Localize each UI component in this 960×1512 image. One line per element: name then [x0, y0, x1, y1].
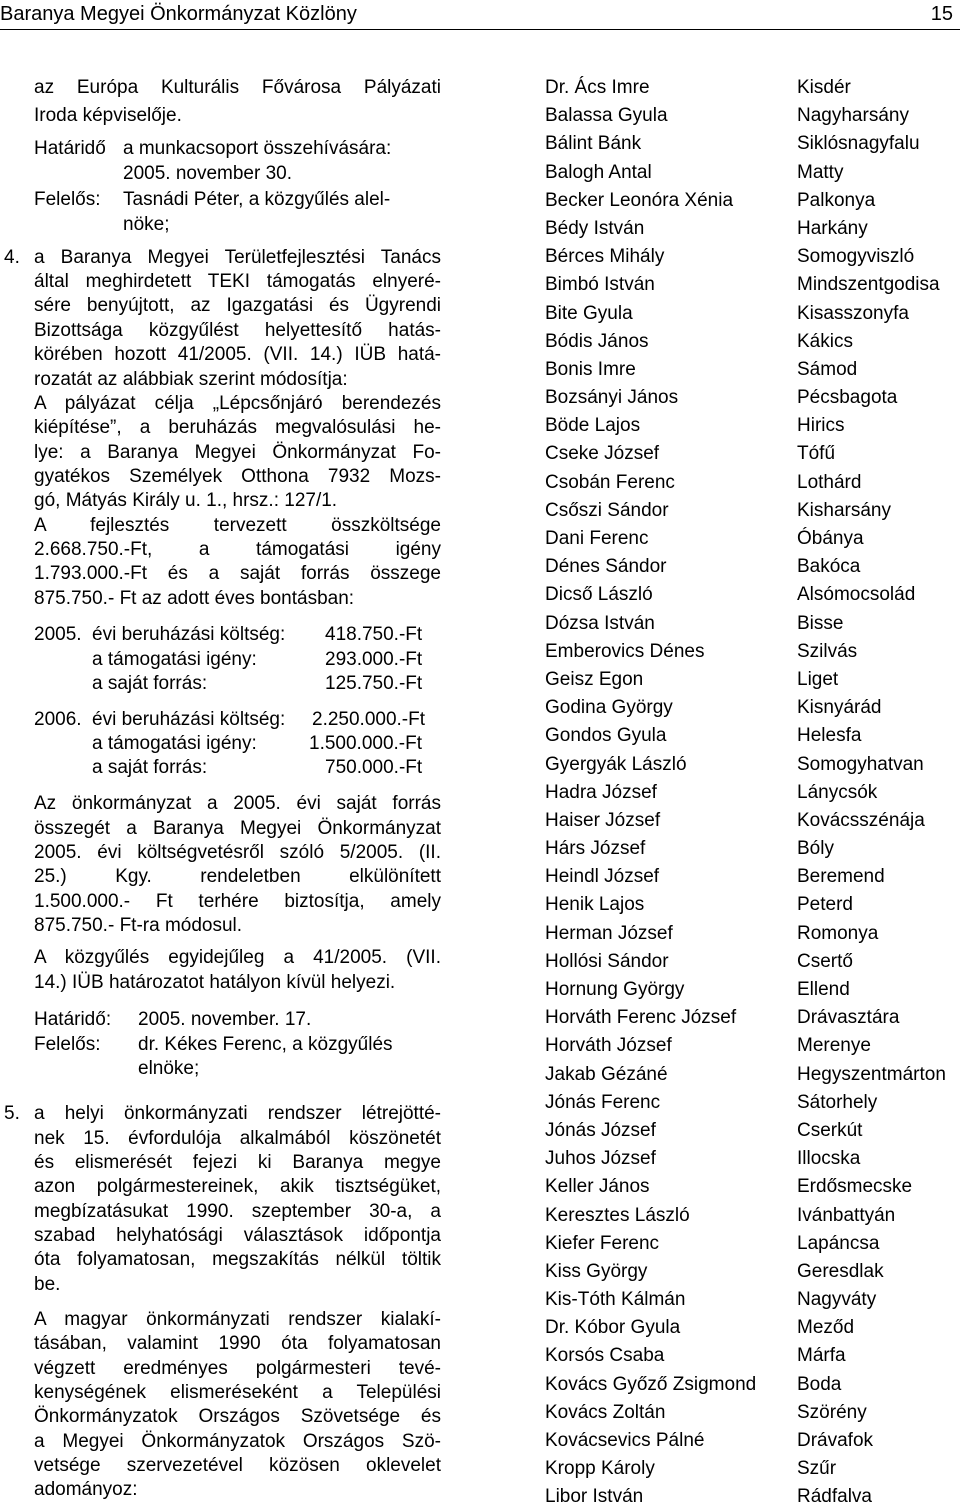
mayor-name: Kovács Zoltán — [545, 1401, 666, 1423]
mayor-name: Csőszi Sándor — [545, 499, 669, 521]
deadline-text: a munkacsoport összehívására: — [123, 138, 392, 159]
deadline-label: Határidő: — [34, 1009, 112, 1030]
mayor-name: Bite Gyula — [545, 302, 633, 324]
mayor-name: Dicső László — [545, 584, 653, 606]
budget-label: a saját forrás: — [92, 757, 208, 778]
mayor-name: Kis-Tóth Kálmán — [545, 1289, 686, 1311]
settlement-name: Szilvás — [797, 640, 858, 662]
budget-label: a támogatási igény: — [92, 733, 257, 754]
settlement-name: Matty — [797, 161, 844, 183]
mayor-name: Gyergyák László — [545, 753, 687, 775]
budget-value: 125.750.-Ft — [325, 673, 423, 694]
mayor-name: Bozsányi János — [545, 387, 679, 409]
settlement-name: Alsómocsolád — [797, 584, 916, 606]
header-rule — [0, 29, 960, 30]
mayor-name: Jónás József — [545, 1119, 656, 1141]
budget-value: 2.250.000.-Ft — [312, 709, 426, 730]
mayor-name: Hollósi Sándor — [545, 950, 669, 972]
text-line: által meghirdetett TEKI támogatás elnyeré- — [34, 271, 441, 292]
settlement-name: Csertő — [797, 950, 853, 972]
text-line: kenységének elismeréseként a Települési — [34, 1382, 441, 1403]
mayor-name: Bérces Mihály — [545, 246, 665, 268]
text-line: gyatékos Személyek Otthona 7932 Mozs- — [34, 466, 441, 487]
settlement-name: Nagyváty — [797, 1289, 877, 1311]
settlement-name: Drávasztára — [797, 1007, 900, 1029]
text-line: Iroda képviselője. — [34, 105, 182, 126]
mayor-name: Balassa Gyula — [545, 105, 668, 127]
text-line: és elismerését fejezi ki Baranya megye — [34, 1152, 441, 1173]
text-line: tásában, valamint 1990 óta folyamatosan — [34, 1333, 441, 1354]
mayor-name: Emberovics Dénes — [545, 640, 705, 662]
settlement-name: Bisse — [797, 612, 844, 634]
settlement-name: Cserkút — [797, 1119, 863, 1141]
deadline-text: 2005. november. 17. — [138, 1009, 312, 1030]
settlement-name: Mindszentgodisa — [797, 274, 940, 296]
responsible-text: elnöke; — [138, 1058, 200, 1079]
settlement-name: Lánycsók — [797, 781, 878, 803]
settlement-name: Peterd — [797, 894, 853, 916]
settlement-name: Kovácsszénája — [797, 809, 925, 831]
settlement-name: Rádfalva — [797, 1486, 872, 1508]
text-line: azon polgármestereinek, akik tisztségüket, — [34, 1176, 441, 1197]
settlement-name: Szörény — [797, 1401, 867, 1423]
mayor-name: Herman József — [545, 922, 673, 944]
budget-value: 1.500.000.-Ft — [309, 733, 423, 754]
mayor-names-list — [545, 74, 795, 1512]
settlement-name: Romonya — [797, 922, 879, 944]
responsible-label: Felelős: — [34, 1034, 101, 1055]
text-line: sére benyújtott, az Igazgatási és Ügyrendi — [34, 295, 441, 316]
deadline-label: Határidő — [34, 138, 106, 159]
text-line: be. — [34, 1274, 61, 1295]
settlement-name: Sámod — [797, 358, 858, 380]
mayor-name: Böde Lajos — [545, 415, 641, 437]
publication-title: Baranya Megyei Önkormányzat Közlöny — [0, 3, 357, 25]
text-line: 875.750.- Ft-ra módosul. — [34, 915, 243, 936]
settlement-name: Tófű — [797, 443, 836, 465]
settlement-name: Kisharsány — [797, 499, 891, 521]
budget-value: 293.000.-Ft — [325, 649, 423, 670]
mayor-name: Bonis Imre — [545, 358, 636, 380]
text-line: Önkormányzatok Országos Szövetsége és — [34, 1406, 441, 1427]
item-number: 5. — [4, 1103, 20, 1124]
budget-label: a támogatási igény: — [92, 649, 257, 670]
settlement-name: Kisnyárád — [797, 697, 882, 719]
text-line: gó, Mátyás Király u. 1., hrsz.: 127/1. — [34, 490, 338, 511]
page-number: 15 — [930, 3, 953, 25]
settlement-name: Bakóca — [797, 556, 861, 578]
mayor-name: Kiss György — [545, 1260, 648, 1282]
text-line: a Baranya Megyei Területfejlesztési Tanács — [34, 247, 441, 268]
text-line: 1.500.000.- Ft terhére biztosítja, amely — [34, 891, 441, 912]
item-number: 4. — [4, 247, 20, 268]
mayor-name: Godina György — [545, 697, 673, 719]
settlement-name: Erdősmecske — [797, 1176, 913, 1198]
text-line: nek 15. évfordulója alkalmából köszönetét — [34, 1128, 441, 1149]
budget-value: 418.750.-Ft — [325, 624, 423, 645]
settlement-name: Bóly — [797, 838, 834, 860]
text-line: 14.) IÜB határozatot hatályon kívül helyezi. — [34, 972, 396, 993]
mayor-name: Kovács Győző Zsigmond — [545, 1373, 757, 1395]
budget-label: évi beruházási költség: — [92, 709, 286, 730]
text-line: az Európa Kulturális Fővárosa Pályázati — [34, 77, 441, 98]
settlement-name: Ellend — [797, 979, 850, 1000]
mayor-name: Horváth József — [545, 1035, 672, 1057]
responsible-label: Felelős: — [34, 189, 101, 210]
settlement-name: Helesfa — [797, 725, 862, 747]
mayor-name: Dr. Ács Imre — [545, 77, 650, 98]
settlement-name: Kákics — [797, 330, 853, 352]
text-line: óta folyamatosan, megszakítás nélkül töltik — [34, 1249, 441, 1270]
settlement-name: Somogyviszló — [797, 246, 915, 268]
settlement-name: Siklósnagyfalu — [797, 133, 920, 155]
text-line: vetsége szervezetével közösen oklevelet — [34, 1455, 441, 1476]
text-line: szabad helyhatósági választások időpontja — [34, 1225, 441, 1246]
mayor-name: Balogh Antal — [545, 161, 652, 183]
mayor-name: Cseke József — [545, 443, 660, 465]
mayor-name: Dózsa István — [545, 612, 655, 634]
mayor-name: Hárs József — [545, 838, 646, 860]
text-line: a helyi önkormányzati rendszer létrejötté- — [34, 1103, 441, 1124]
mayor-name: Bódis János — [545, 330, 649, 352]
mayor-name: Korsós Csaba — [545, 1345, 665, 1367]
text-line: lye: a Baranya Megyei Önkormányzat Fo- — [34, 442, 441, 463]
settlement-name: Harkány — [797, 217, 868, 239]
settlement-name: Liget — [797, 668, 839, 690]
settlement-name: Márfa — [797, 1345, 846, 1367]
mayor-name: Bédy István — [545, 217, 645, 239]
settlement-name: Hegyszentmárton — [797, 1063, 946, 1085]
mayor-name: Gondos Gyula — [545, 725, 667, 747]
settlement-name: Pécsbagota — [797, 387, 898, 409]
mayor-name: Dr. Kóbor Gyula — [545, 1317, 681, 1339]
settlement-name: Meződ — [797, 1317, 855, 1339]
text-line: 2005. évi költségvetésről szóló 5/2005. (II. — [34, 842, 441, 863]
settlement-name: Lothárd — [797, 471, 862, 493]
responsible-text: nöke; — [123, 214, 170, 235]
text-line: 2.668.750.-Ft, a támogatási igény — [34, 539, 441, 560]
mayor-name: Hadra József — [545, 781, 657, 803]
settlement-name: Boda — [797, 1373, 842, 1395]
mayor-name: Bálint Bánk — [545, 133, 642, 155]
settlement-name: Drávafok — [797, 1430, 874, 1451]
text-line: 1.793.000.-Ft és a saját forrás összege — [34, 563, 441, 584]
page-header — [0, 0, 960, 29]
text-line: A fejlesztés tervezett összköltsége — [34, 515, 441, 536]
mayor-name: Geisz Egon — [545, 668, 644, 690]
mayor-name: Jónás Ferenc — [545, 1091, 661, 1113]
settlement-name: Illocska — [797, 1148, 861, 1170]
mayor-name: Keller János — [545, 1176, 650, 1198]
budget-value: 750.000.-Ft — [325, 757, 423, 778]
settlement-name: Sátorhely — [797, 1091, 878, 1113]
text-line: körében hozott 41/2005. (VII. 14.) IÜB hatá- — [34, 344, 441, 365]
mayor-name: Dénes Sándor — [545, 556, 667, 578]
settlement-name: Somogyhatvan — [797, 753, 924, 775]
budget-year: 2005. — [34, 624, 82, 645]
deadline-date: 2005. november 30. — [123, 163, 293, 184]
mayor-name: Horváth Ferenc József — [545, 1007, 737, 1029]
settlement-name: Hirics — [797, 415, 845, 437]
text-line: A közgyűlés egyidejűleg a 41/2005. (VII. — [34, 947, 441, 968]
mayor-name: Keresztes László — [545, 1204, 690, 1226]
mayor-name: Kiefer Ferenc — [545, 1232, 660, 1254]
text-line: összegét a Baranya Megyei Önkormányzat — [34, 818, 441, 839]
text-line: adományoz: — [34, 1479, 138, 1500]
settlement-name: Szűr — [797, 1458, 837, 1480]
settlement-name: Kisasszonyfa — [797, 302, 909, 324]
mayor-name: Becker Leonóra Xénia — [545, 189, 734, 211]
mayor-name: Juhos József — [545, 1148, 656, 1170]
settlement-name: Kisdér — [797, 77, 851, 98]
text-line: A magyar önkormányzati rendszer kialakí- — [34, 1309, 441, 1330]
text-line: kiépítése”, a beruházás megvalósulási he- — [34, 417, 441, 438]
settlement-name: Nagyharsány — [797, 105, 909, 127]
mayor-name: Henik Lajos — [545, 894, 645, 916]
text-line: Az önkormányzat a 2005. évi saját forrás — [34, 793, 441, 814]
budget-label: a saját forrás: — [92, 673, 208, 694]
mayor-name: Kropp Károly — [545, 1458, 655, 1480]
settlement-list — [797, 74, 960, 1512]
settlement-name: Óbánya — [797, 528, 864, 549]
responsible-text: dr. Kékes Ferenc, a közgyűlés — [138, 1034, 393, 1055]
text-line: 875.750.- Ft az adott éves bontásban: — [34, 588, 355, 609]
mayor-name: Haiser József — [545, 809, 661, 831]
text-line: végzett eredményes polgármesteri tevé- — [34, 1358, 441, 1379]
text-line: Bizottsága közgyűlést helyettesítő hatás- — [34, 320, 441, 341]
settlement-name: Merenye — [797, 1035, 871, 1057]
budget-year: 2006. — [34, 709, 82, 730]
text-line: A pályázat célja „Lépcsőnjáró berendezés — [34, 393, 441, 414]
settlement-name: Ivánbattyán — [797, 1204, 896, 1226]
mayor-name: Hornung György — [545, 979, 685, 1000]
mayor-name: Bimbó István — [545, 274, 655, 296]
settlement-name: Palkonya — [797, 189, 876, 211]
text-line: megbízatásukat 1990. szeptember 30-a, a — [34, 1201, 441, 1222]
settlement-name: Beremend — [797, 866, 885, 888]
mayor-name: Heindl József — [545, 866, 660, 888]
text-line: rozatát az alábbiak szerint módosítja: — [34, 369, 348, 390]
text-line: a Megyei Önkormányzatok Országos Szö- — [34, 1431, 441, 1452]
mayor-name: Csobán Ferenc — [545, 471, 675, 493]
settlement-name: Lapáncsa — [797, 1232, 880, 1254]
text-line: 25.) Kgy. rendeletben elkülönített — [34, 866, 441, 887]
mayor-name: Dani Ferenc — [545, 528, 649, 549]
settlement-name: Geresdlak — [797, 1260, 884, 1282]
mayor-name: Libor István — [545, 1486, 644, 1508]
budget-label: évi beruházási költség: — [92, 624, 286, 645]
mayor-name: Kovácsevics Pálné — [545, 1430, 705, 1451]
responsible-text: Tasnádi Péter, a közgyűlés alel- — [123, 189, 391, 210]
mayor-name: Jakab Gézáné — [545, 1063, 668, 1085]
